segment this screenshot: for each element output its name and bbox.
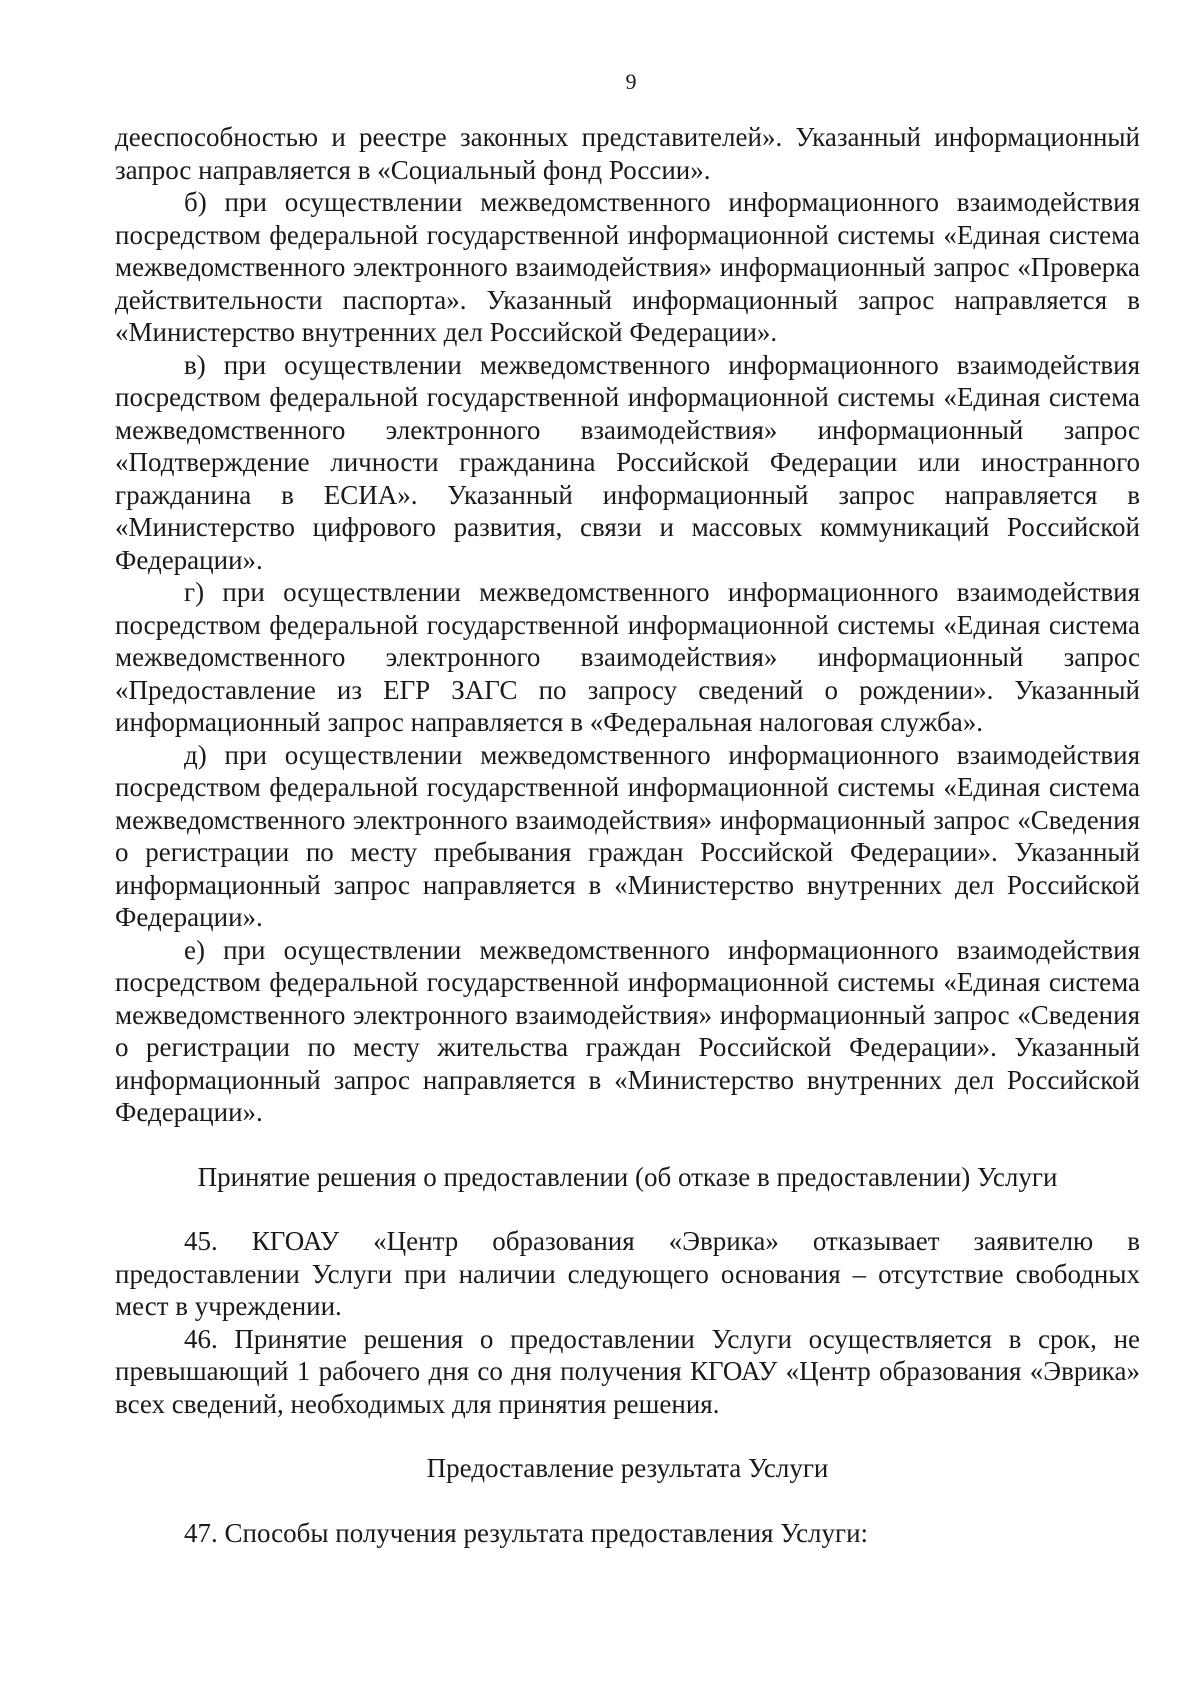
paragraph-item-v: в) при осуществлении межведомственного информационного взаимодействия посредством федеральной государственной информационной системы «Единая система межведомственного электронного взаимодействия» информационный запрос «Подтверждение личности гражданина Российской Федерации или иностранного гражданина в ЕСИА». Указанный информационный запрос направляется в «Министерство цифрового развития, связи и массовых коммуникаций Российской Федерации». [115,349,1140,575]
document-body [115,121,1140,1549]
section-spacer [115,1485,1140,1517]
section-spacer [115,1129,1140,1161]
paragraph-item-e: е) при осуществлении межведомственного информационного взаимодействия посредством федеральной государственной информационной системы «Единая система межведомственного электронного взаимодействия» информационный запрос «Сведения о регистрации по месту жительства граждан Российской Федерации». Указанный информационный запрос направляется в «Министерство внутренних дел Российской Федерации». [115,934,1140,1127]
paragraph-item-g: г) при осуществлении межведомственного информационного взаимодействия посредством федеральной государственной информационной системы «Единая система межведомственного электронного взаимодействия» информационный запрос «Предоставление из ЕГР ЗАГС по запросу сведений о рождении». Указанный информационный запрос направляется в «Федеральная налоговая служба». [115,577,1140,737]
paragraph-item-b: б) при осуществлении межведомственного информационного взаимодействия посредством федеральной государственной информационной системы «Единая система межведомственного электронного взаимодействия» информационный запрос «Проверка действительности паспорта». Указанный информационный запрос направляется в «Министерство внутренних дел Российской Федерации». [115,187,1140,347]
paragraph-47: 47. Способы получения результата предоставления Услуги: [184,1517,869,1548]
paragraph-continuation: дееспособностью и реестре законных представителей». Указанный информационный запрос направляется в «Социальный фонд России». [115,122,1140,185]
paragraph-45: 45. КГОАУ «Центр образования «Эврика» отказывает заявителю в предоставлении Услуги при наличии следующего основания – отсутствие свободных мест в учреждении. [115,1226,1140,1321]
paragraph-46: 46. Принятие решения о предоставлении Услуги осуществляется в срок, не превышающий 1 рабочего дня со дня получения КГОАУ «Центр образования «Эврика» всех сведений, необходимых для принятия решения. [115,1323,1140,1419]
section-spacer [115,1420,1140,1452]
paragraph-item-d: д) при осуществлении межведомственного информационного взаимодействия посредством федеральной государственной информационной системы «Единая система межведомственного электронного взаимодействия» информационный запрос «Сведения о регистрации по месту пребывания граждан Российской Федерации». Указанный информационный запрос направляется в «Министерство внутренних дел Российской Федерации». [115,739,1140,932]
page-number: 9 [625,69,637,94]
section-spacer [115,1193,1140,1225]
section-heading-result: Предоставление результата Услуги [426,1453,829,1483]
section-heading-decision: Принятие решения о предоставлении (об отказе в предоставлении) Услуги [197,1161,1058,1192]
